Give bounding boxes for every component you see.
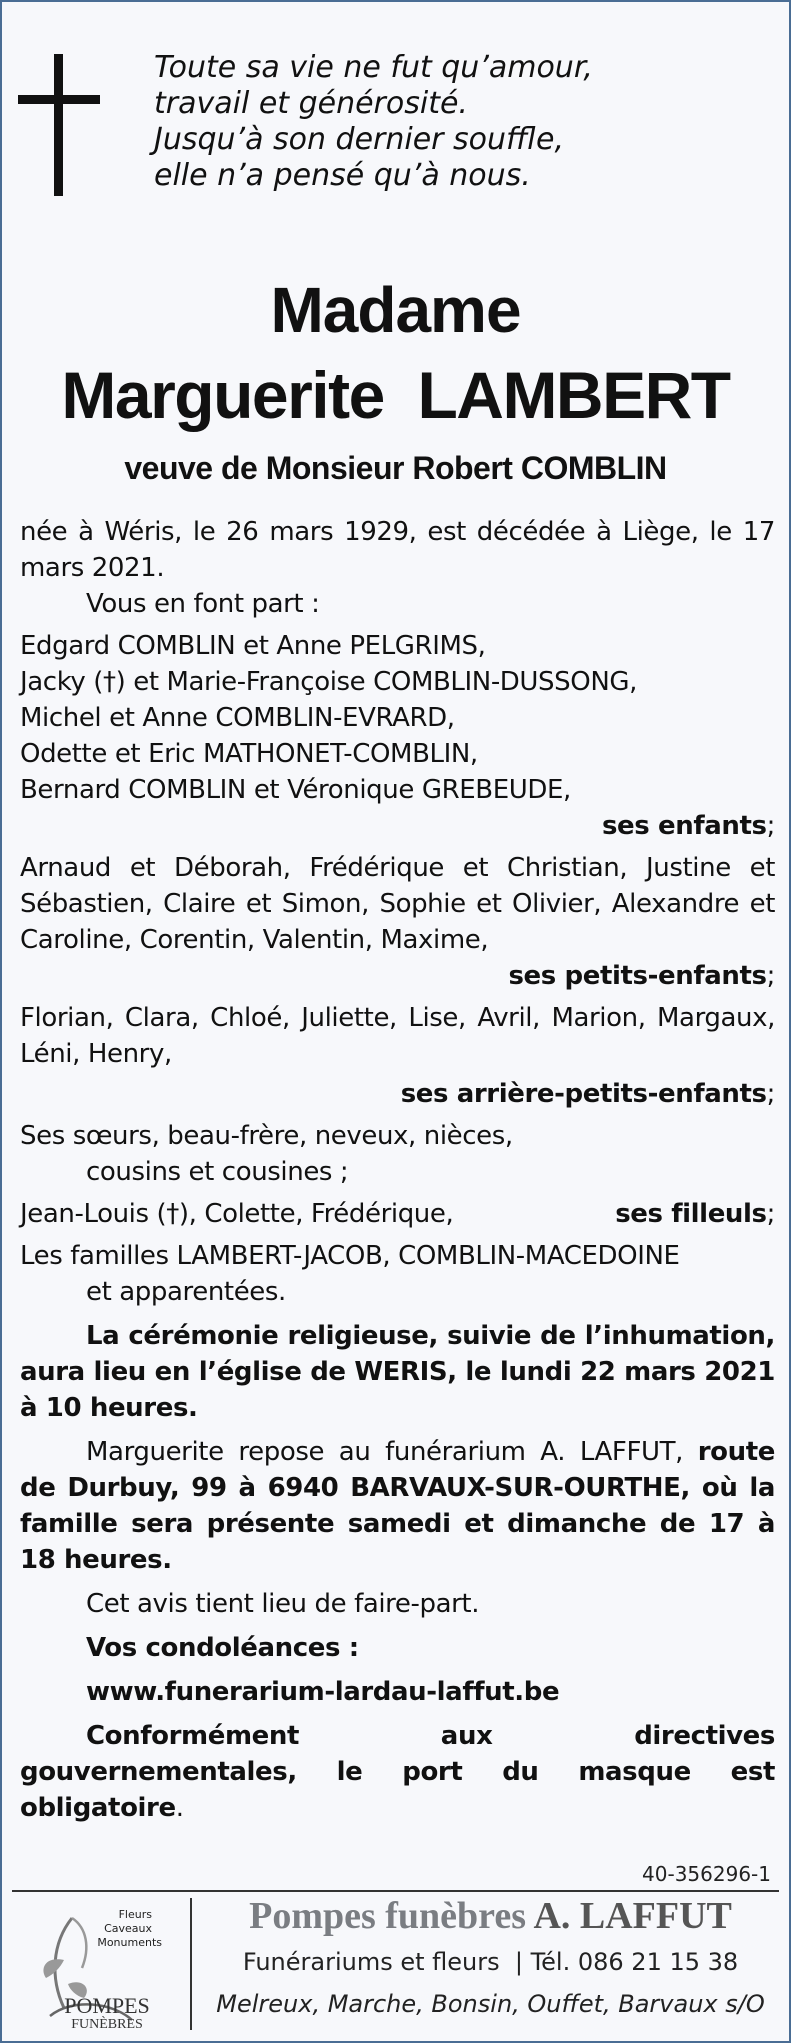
directive-text: [20, 1718, 775, 1826]
condolences-label: Vos condoléances :: [86, 1633, 359, 1663]
notice-text: Cet avis tient lieu de faire-part.: [86, 1589, 480, 1619]
grandchildren-label: ses petits-enfants: [508, 961, 767, 991]
funeral-home-contact: Funérariums et fleurs | Tél. 086 21 15 38: [242, 1948, 739, 1976]
logo-brand: FUNÈBRES: [71, 2017, 143, 2032]
grandchildren-section: [20, 850, 775, 994]
footer-divider: [12, 1890, 779, 1892]
motto-line: travail et générosité.: [154, 86, 468, 121]
godchildren-label: ses filleuls: [615, 1199, 767, 1229]
logo-graphic: [32, 1898, 182, 2033]
funeral-home-places: Melreux, Marche, Bonsin, Ouffet, Barvaux s/O: [216, 1990, 765, 2018]
great-grandchildren-suffix: ;: [766, 1079, 775, 1109]
great-grandchildren-label: ses arrière-petits-enfants: [400, 1079, 767, 1109]
deceased-title: Madame: [270, 274, 521, 346]
families-line: et apparentées.: [86, 1277, 286, 1307]
grandchildren-label-row: [20, 958, 775, 994]
motto-line: Toute sa vie ne fut qu’amour,: [154, 50, 593, 85]
pompes-funebres-logo: [32, 1898, 182, 2033]
siblings-line: cousins et cousines ;: [86, 1157, 349, 1187]
great-grandchildren-text: Florian, Clara, Chloé, Juliette, Lise, Avril, Marion, Margaux, Léni, Henry,: [20, 1003, 775, 1069]
condolences-website[interactable]: www.funerarium-lardau-laffut.be: [86, 1677, 560, 1707]
children-line: Odette et Eric MATHONET-COMBLIN,: [20, 739, 478, 769]
logo-brand: POMPES: [64, 1993, 150, 2018]
children-suffix: ;: [766, 811, 775, 841]
rest-normal: Marguerite repose au funérarium A. LAFFUT,: [86, 1437, 683, 1467]
directive-bold: Conformément aux directives gouvernementales, le port du masque est obligatoire: [20, 1721, 775, 1823]
rest-bold: route de Durbuy, 99 à 6940 BARVAUX-SUR-OURTHE, où la famille sera présente samedi et dimanche de 17 à 18 heures.: [20, 1437, 775, 1575]
godchildren-names: Jean-Louis (†), Colette, Frédérique,: [20, 1199, 454, 1229]
children-line: Michel et Anne COMBLIN-EVRARD,: [20, 703, 455, 733]
funeral-home-title-strong: A. LAFFUT: [533, 1895, 732, 1937]
grandchildren-suffix: ;: [766, 961, 775, 991]
logo-line: Caveaux: [104, 1922, 152, 1935]
great-grandchildren-label-row: [20, 1076, 775, 1112]
deceased-name: Marguerite LAMBERT: [61, 358, 730, 432]
families-line: Les familles LAMBERT-JACOB, COMBLIN-MACEDOINE: [20, 1241, 680, 1271]
logo-line: Fleurs: [118, 1908, 152, 1921]
godchildren-row: [20, 1196, 775, 1232]
reference-number: 40-356296-1: [642, 1862, 771, 1886]
ceremony-text: La cérémonie religieuse, suivie de l’inhumation, aura lieu en l’église de WERIS, le lundi 22 mars 2021 à 10 heures.: [20, 1321, 775, 1423]
funeral-home-title: [192, 1894, 789, 1938]
children-section: [20, 628, 775, 844]
grandchildren-text: Arnaud et Déborah, Frédérique et Christian, Justine et Sébastien, Claire et Simon, Sophie et Olivier, Alexandre et Caroline, Corentin, Valentin, Maxime,: [20, 853, 775, 955]
siblings-section: [20, 1118, 775, 1190]
families-section: [20, 1238, 775, 1310]
children-line: Jacky (†) et Marie-Françoise COMBLIN-DUSSONG,: [20, 667, 637, 697]
great-grandchildren-section: [20, 1000, 775, 1112]
motto-line: Jusqu’à son dernier souffle,: [154, 122, 565, 157]
vous-en-font-part: Vous en font part :: [86, 589, 320, 619]
children-line: Bernard COMBLIN et Véronique GREBEUDE,: [20, 775, 571, 805]
motto-line: elle n’a pensé qu’à nous.: [154, 158, 531, 193]
notice-body: [20, 514, 775, 1826]
godchildren-suffix: ;: [766, 1199, 775, 1229]
rest-text: [20, 1434, 775, 1578]
children-line: Edgard COMBLIN et Anne PELGRIMS,: [20, 631, 486, 661]
children-label: ses enfants: [601, 811, 767, 841]
children-label-row: [20, 808, 775, 844]
cross-icon: [18, 54, 100, 196]
birth-death-text: née à Wéris, le 26 mars 1929, est décédée à Liège, le 17 mars 2021.: [20, 517, 775, 583]
motto: [154, 50, 754, 194]
widow-of: veuve de Monsieur Robert COMBLIN: [124, 450, 667, 486]
siblings-line: Ses sœurs, beau-frère, neveux, nièces,: [20, 1121, 513, 1151]
logo-line: Monuments: [97, 1936, 162, 1949]
funeral-home-title-light: Pompes funèbres: [249, 1895, 527, 1937]
directive-end: .: [175, 1793, 184, 1823]
